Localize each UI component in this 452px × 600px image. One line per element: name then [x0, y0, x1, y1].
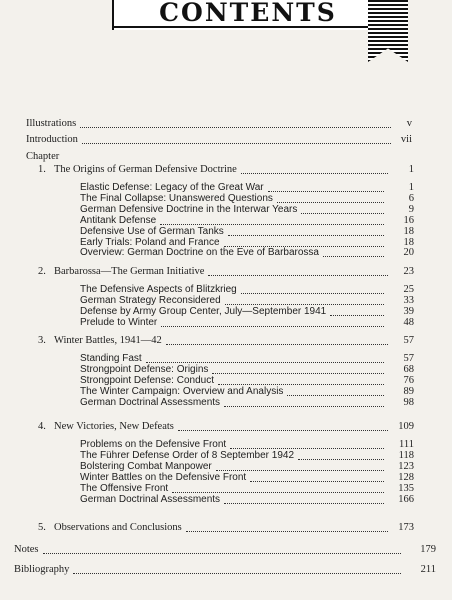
chapter-2-section-2-label: German Strategy Reconsidered: [80, 295, 221, 306]
chapter-2-page-number: 23: [403, 266, 414, 277]
back-matter-0-page-number: 179: [420, 544, 436, 555]
dot-leader: [218, 384, 384, 385]
chapter-3-section-1-page-number: 57: [403, 353, 414, 364]
dot-leader: [323, 256, 384, 257]
chapter-1-section-7-label: Overview: German Doctrine on the Eve of Barbarossa: [80, 247, 319, 258]
chapter-number: 2.: [38, 266, 46, 277]
dot-leader: [268, 191, 384, 192]
chapter-1-section-5-page-number: 18: [403, 226, 414, 237]
chapter-3-entry: [54, 335, 392, 347]
chapter-1-section-2-label: The Final Collapse: Unanswered Questions: [80, 193, 273, 204]
page-title: CONTENTS: [159, 0, 337, 27]
chapter-1-section-3-label: German Defensive Doctrine in the Interwar Years: [80, 204, 298, 215]
chapter-4-section-1-label: Problems on the Defensive Front: [80, 439, 227, 450]
chapter-3-section-4-label: The Winter Campaign: Overview and Analysis: [80, 386, 284, 397]
back-matter-0-label: Notes: [14, 544, 39, 555]
chapter-2-section-3-page-number: 39: [403, 306, 414, 317]
front-matter-1-label: Introduction: [26, 134, 78, 145]
title-banner: [112, 0, 384, 30]
contents-header: [0, 0, 452, 70]
chapter-1-page-number: 1: [408, 164, 414, 175]
back-matter-1-entry: [14, 564, 405, 576]
chapter-2-section-2-page-number: 33: [403, 295, 414, 306]
front-matter-0-entry: [26, 118, 395, 130]
chapter-2-section-4-page-number: 48: [403, 317, 414, 328]
dot-leader: [301, 213, 384, 214]
front-matter-1-page-number: vii: [400, 134, 412, 145]
chapter-5-entry: [54, 522, 392, 534]
back-matter-1-page-number: 211: [420, 564, 436, 575]
chapter-1-section-5-label: Defensive Use of German Tanks: [80, 226, 224, 237]
chapter-2-section-1-label: The Defensive Aspects of Blitzkrieg: [80, 284, 237, 295]
dot-leader: [80, 127, 391, 128]
chapter-1-section-6-page-number: 18: [403, 237, 414, 248]
dot-leader: [250, 481, 384, 482]
front-matter-0-page-number: v: [406, 118, 412, 129]
chapter-4-section-6-label: German Doctrinal Assessments: [80, 494, 221, 505]
dot-leader: [166, 344, 388, 345]
chapter-1-section-7-page-number: 20: [403, 247, 414, 258]
dot-leader: [277, 202, 384, 203]
dot-leader: [241, 293, 384, 294]
chapter-3-section-5-page-number: 98: [403, 397, 414, 408]
dot-leader: [82, 143, 391, 144]
dot-leader: [73, 573, 401, 574]
chapter-4-section-1-page-number: 111: [399, 439, 414, 450]
chapter-4-entry: [54, 421, 392, 433]
dot-leader: [216, 470, 384, 471]
chapter-2-section-4-label: Prelude to Winter: [80, 317, 158, 328]
dot-leader: [228, 235, 384, 236]
chapter-2-entry: [54, 266, 392, 278]
chapter-3-section-3-page-number: 76: [403, 375, 414, 386]
back-matter-1-label: Bibliography: [14, 564, 70, 575]
chapter-4-section-2-page-number: 118: [398, 450, 414, 461]
chapter-3-section-3-label: Strongpoint Defense: Conduct: [80, 375, 214, 386]
dot-leader: [287, 395, 384, 396]
chapter-3-section-5-label: German Doctrinal Assessments: [80, 397, 221, 408]
chapter-4-section-3-label: Bolstering Combat Manpower: [80, 461, 212, 472]
dot-leader: [225, 304, 384, 305]
chapter-3-label: Winter Battles, 1941—42: [54, 335, 162, 346]
chapter-number: 3.: [38, 335, 46, 346]
chapter-5-page-number: 173: [398, 522, 414, 533]
chapter-2-section-3-label: Defense by Army Group Center, July—September 1941: [80, 306, 327, 317]
chapter-1-entry: [54, 164, 392, 176]
dot-leader: [224, 503, 384, 504]
chapter-4-section-5-label: The Offensive Front: [80, 483, 169, 494]
chapter-1-section-3-page-number: 9: [408, 204, 414, 215]
chapter-3-section-2-page-number: 68: [403, 364, 414, 375]
chapter-4-section-5-page-number: 135: [398, 483, 414, 494]
dot-leader: [43, 553, 402, 554]
dot-leader: [241, 173, 388, 174]
chapter-3-page-number: 57: [403, 335, 414, 346]
chapter-number: 4.: [38, 421, 46, 432]
chapter-4-section-6-entry: [80, 494, 388, 506]
chapter-1-section-7-entry: [80, 247, 388, 259]
chapter-2-label: Barbarossa—The German Initiative: [54, 266, 205, 277]
chapter-3-section-2-label: Strongpoint Defense: Origins: [80, 364, 209, 375]
chapter-4-section-6-page-number: 166: [398, 494, 414, 505]
chapter-1-section-6-label: Early Trials: Poland and France: [80, 237, 220, 248]
dot-leader: [178, 430, 388, 431]
chapter-4-section-4-label: Winter Battles on the Defensive Front: [80, 472, 247, 483]
header-stripe-ornament: [368, 0, 408, 62]
dot-leader: [160, 224, 384, 225]
dot-leader: [230, 448, 384, 449]
chapter-1-section-1-page-number: 1: [408, 182, 414, 193]
dot-leader: [298, 459, 384, 460]
chapter-4-label: New Victories, New Defeats: [54, 421, 174, 432]
dot-leader: [161, 326, 384, 327]
chapter-1-section-2-page-number: 6: [408, 193, 414, 204]
dot-leader: [208, 275, 388, 276]
chapter-2-section-1-page-number: 25: [403, 284, 414, 295]
chapter-4-section-4-page-number: 128: [398, 472, 414, 483]
chapter-1-section-4-label: Antitank Defense: [80, 215, 157, 226]
chapter-heading: Chapter: [26, 151, 60, 162]
chapter-number: 1.: [38, 164, 46, 175]
chapter-1-section-4-page-number: 16: [403, 215, 414, 226]
dot-leader: [186, 531, 388, 532]
chapter-1-section-1-label: Elastic Defense: Legacy of the Great War: [80, 182, 264, 193]
front-matter-1-entry: [26, 134, 395, 146]
front-matter-0-label: Illustrations: [26, 118, 77, 129]
chapter-4-section-2-label: The Führer Defense Order of 8 September 1942: [80, 450, 295, 461]
chapter-3-section-1-label: Standing Fast: [80, 353, 142, 364]
dot-leader: [224, 406, 384, 407]
chapter-1-label: The Origins of German Defensive Doctrine: [54, 164, 237, 175]
dot-leader: [330, 315, 384, 316]
chapter-number: 5.: [38, 522, 46, 533]
chapter-4-page-number: 109: [398, 421, 414, 432]
dot-leader: [212, 373, 384, 374]
chapter-3-section-5-entry: [80, 397, 388, 409]
chapter-5-label: Observations and Conclusions: [54, 522, 182, 533]
dot-leader: [146, 362, 384, 363]
dot-leader: [172, 492, 384, 493]
chapter-2-section-4-entry: [80, 317, 388, 329]
chapter-3-section-4-page-number: 89: [403, 386, 414, 397]
chapter-4-section-3-page-number: 123: [398, 461, 414, 472]
back-matter-0-entry: [14, 544, 405, 556]
